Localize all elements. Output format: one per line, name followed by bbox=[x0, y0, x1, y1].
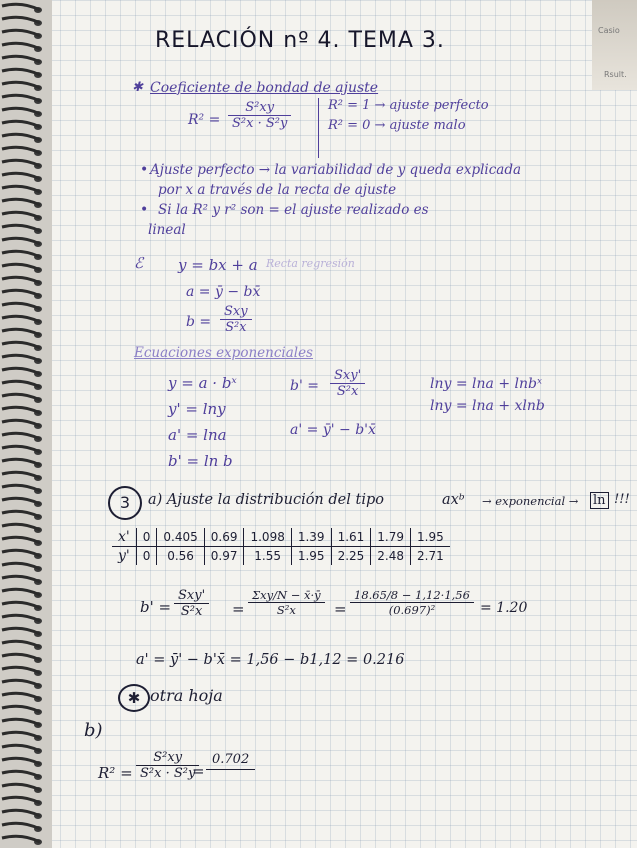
part-a-arrow: → exponencial → bbox=[482, 494, 579, 508]
table-row bbox=[112, 528, 450, 547]
problem-number-circle bbox=[108, 486, 142, 520]
calc-b-denominator: S²x bbox=[180, 604, 203, 619]
exp-col1-line3: a' = lna bbox=[168, 426, 227, 444]
section-heading-exponenciales: Ecuaciones exponenciales bbox=[134, 345, 313, 361]
table-cell: 1.55 bbox=[244, 547, 291, 566]
exp-col1-line1: y = a · bˣ bbox=[168, 374, 237, 392]
eq-b-fraction bbox=[220, 304, 252, 335]
asterisk-icon: ✱ bbox=[132, 80, 143, 95]
section-heading-bondad: Coeficiente de bondad de ajuste bbox=[150, 80, 379, 96]
star-icon: ✱ bbox=[127, 689, 141, 707]
bullet-dot-1: • bbox=[140, 162, 149, 178]
table-cell: 2.48 bbox=[371, 547, 411, 566]
eq-main: y = bx + a bbox=[178, 256, 258, 274]
part-a-text: a) Ajuste la distribución del tipo bbox=[148, 492, 384, 508]
calc-b-numerator: Sxy' bbox=[174, 588, 209, 604]
page-title: RELACIÓN nº 4. TEMA 3. bbox=[155, 28, 445, 53]
calc-b-lhs: b' = bbox=[140, 598, 172, 616]
aprime-formula: a' = ȳ' − b'x̄ bbox=[290, 422, 376, 438]
part-a-boxed-ln: ln bbox=[590, 492, 609, 509]
row-label-y: y' bbox=[118, 548, 130, 564]
bprime-lhs: b' = bbox=[290, 378, 319, 394]
table-cell: 1.95 bbox=[411, 528, 450, 547]
r2b-fraction bbox=[136, 750, 199, 781]
calc-value-fraction bbox=[350, 588, 474, 617]
part-b-label: b) bbox=[84, 720, 103, 741]
calc-mid-fraction bbox=[248, 588, 325, 617]
r2b-numerator: S²xy bbox=[136, 750, 199, 766]
bullet2-line1: Si la R² y r² son = el ajuste realizado es bbox=[158, 202, 429, 218]
corner-note-text-2: Rsult. bbox=[604, 70, 627, 79]
eq-label-recta: Recta regresión bbox=[266, 257, 355, 270]
bullet2-line2: lineal bbox=[148, 222, 186, 238]
eq-a: a = ȳ − bx̄ bbox=[186, 284, 261, 300]
data-table bbox=[112, 528, 450, 565]
table-row bbox=[112, 547, 450, 566]
table-cell: 1.61 bbox=[331, 528, 371, 547]
eq-b-numerator: Sxy bbox=[220, 304, 252, 320]
bprime-fraction bbox=[330, 368, 365, 399]
r2b-lhs: R² = bbox=[98, 764, 133, 782]
problem-number: 3 bbox=[119, 493, 131, 512]
bprime-denominator: S²x bbox=[336, 384, 359, 399]
calc-value-numerator: 18.65/8 − 1,12·1,56 bbox=[350, 588, 474, 603]
r2-denominator: S²x · S²y bbox=[232, 116, 288, 131]
other-page-note: otra hoja bbox=[150, 686, 223, 705]
exp-col1-line4: b' = ln b bbox=[168, 452, 233, 470]
calc-a-line: a' = ȳ' − b'x̄ = 1,56 − b1,12 = 0.216 bbox=[136, 652, 405, 668]
eq-b-lhs: b = bbox=[186, 314, 212, 330]
table-cell: 1.098 bbox=[244, 528, 291, 547]
table-cell: 0 bbox=[136, 528, 157, 547]
calc-mid-denominator: S²x bbox=[276, 603, 296, 617]
eq-b-denominator: S²x bbox=[225, 320, 247, 335]
calc-mid-numerator: Σxy/N − x̄·ȳ bbox=[248, 588, 325, 603]
table-cell: 0.97 bbox=[204, 547, 244, 566]
calc-eq-2: = bbox=[334, 600, 347, 618]
exp-col1-line2: y' = lny bbox=[168, 400, 226, 418]
corner-note-text-1: Casio bbox=[598, 26, 620, 35]
calc-eq-1: = bbox=[232, 600, 245, 618]
r2-numerator: S²xy bbox=[228, 100, 291, 116]
table-cell: 2.25 bbox=[331, 547, 371, 566]
spiral-binding bbox=[0, 0, 52, 848]
corner-sticky-note bbox=[592, 0, 637, 90]
r2b-equals: = bbox=[192, 762, 205, 780]
r2-fraction bbox=[228, 100, 291, 131]
log-eq-1: lny = lna + lnbˣ bbox=[430, 376, 542, 392]
table-cell: 0 bbox=[136, 547, 157, 566]
table-cell: 1.39 bbox=[291, 528, 331, 547]
bprime-numerator: Sxy' bbox=[330, 368, 365, 384]
calc-b-result: = 1.20 bbox=[480, 600, 528, 616]
calc-b-fraction bbox=[174, 588, 209, 619]
case-perfect: R² = 1 → ajuste perfecto bbox=[328, 98, 489, 113]
bullet1-line2: por x a través de la recta de ajuste bbox=[158, 182, 397, 198]
table-cell: 0.56 bbox=[157, 547, 204, 566]
cases-bracket bbox=[318, 98, 319, 158]
case-bad: R² = 0 → ajuste malo bbox=[328, 118, 466, 133]
part-a-model: axᵇ bbox=[442, 492, 465, 508]
table-cell: 1.79 bbox=[371, 528, 411, 547]
bullet1-line1: Ajuste perfecto → la variabilidad de y queda explicada bbox=[150, 162, 522, 178]
r2b-value: 0.702 bbox=[206, 752, 255, 770]
section-marker: ℰ bbox=[134, 254, 144, 272]
table-cell: 1.95 bbox=[291, 547, 331, 566]
r2b-denominator: S²x · S²y bbox=[140, 766, 196, 781]
bullet-dot-2: • bbox=[140, 202, 149, 218]
star-circle bbox=[118, 684, 150, 712]
r2-lhs: R² = bbox=[188, 112, 221, 128]
table-cell: 2.71 bbox=[411, 547, 450, 566]
calc-value-denominator: (0.697)² bbox=[388, 603, 436, 617]
part-a-tail: !!! bbox=[614, 492, 630, 507]
row-label-x: x' bbox=[112, 528, 136, 547]
table-cell: 0.405 bbox=[157, 528, 204, 547]
table-cell: 0.69 bbox=[204, 528, 244, 547]
log-eq-2: lny = lna + xlnb bbox=[430, 398, 545, 414]
